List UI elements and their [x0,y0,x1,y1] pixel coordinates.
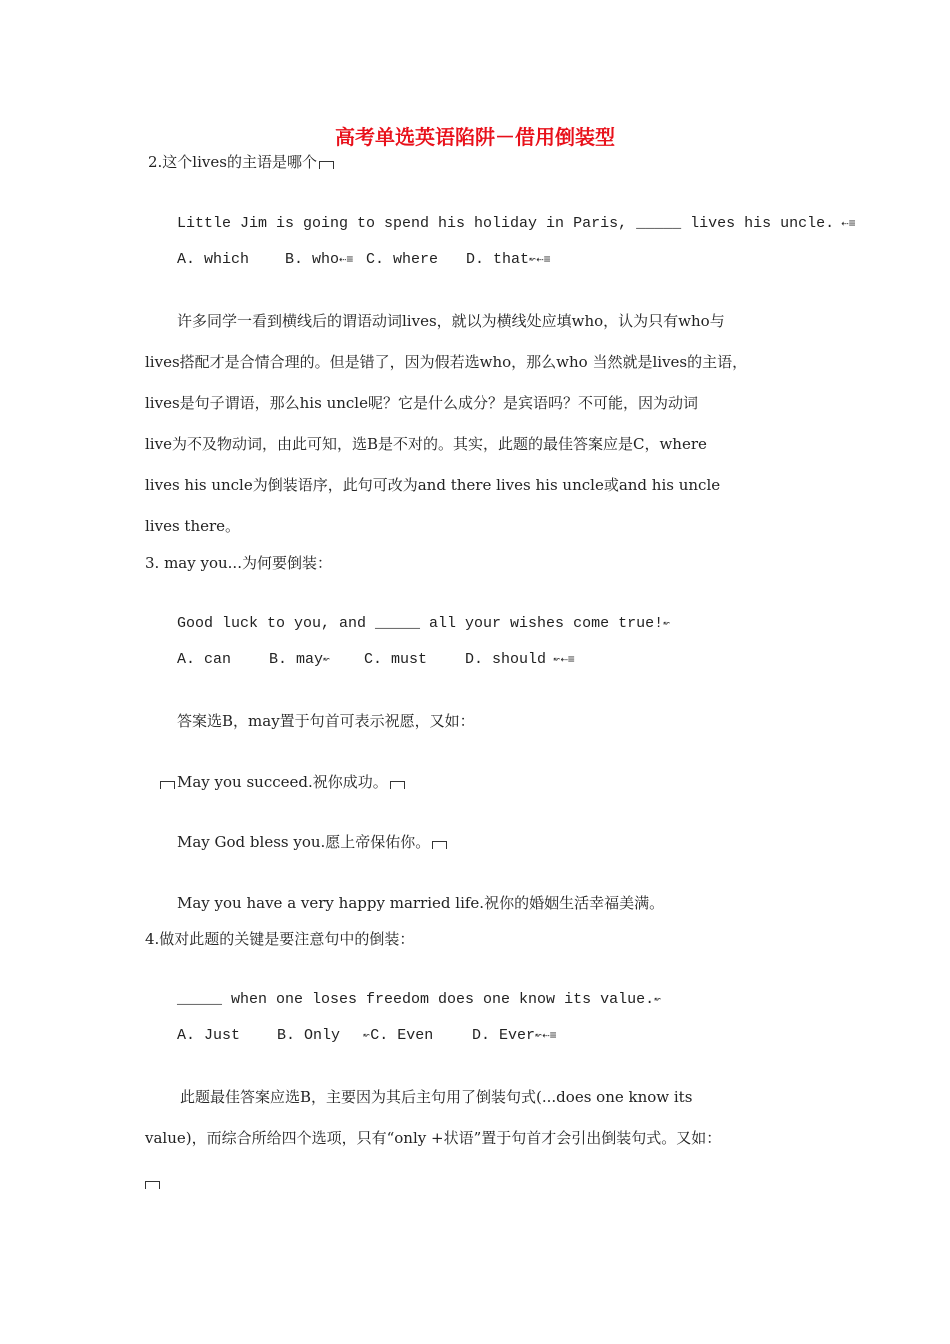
swirl-icon: ↜⇠≡ [535,1029,557,1043]
q2-explanation-6: lives there。 [145,517,241,535]
swirl-icon: ↜ [663,617,671,631]
q3-option-b: B. may [269,651,324,668]
line-break-icon: ⇠≡ [339,253,354,267]
q4-option-d: D. Ever [472,1027,536,1044]
paragraph-mark-icon [319,161,334,169]
q3-explanation: 答案选B，may置于句首可表示祝愿，又如： [177,712,475,730]
q3-example-2-line [177,832,447,852]
q4-option-c: C. Even [370,1027,434,1044]
swirl-icon: ↜ [654,993,662,1007]
q4-heading: 4.做对此题的关键是要注意句中的倒装： [145,930,415,948]
q4-option-b: B. Only [277,1027,341,1044]
q3-question-line [177,614,670,634]
q3-option-a: A. can [177,651,232,668]
page-title: 高考单选英语陷阱－借用倒装型 [335,125,615,149]
swirl-icon: ↜⇠≡ [529,253,551,267]
q3-example-2: May God bless you.愿上帝保佑你。 [177,833,431,851]
q3-option-b-line [269,650,330,670]
q3-option-d-line [465,650,575,670]
q3-option-c: C. must [364,651,428,668]
q2-option-d-line [466,250,551,270]
q2-explanation-3: lives是句子谓语，那么his uncle呢？它是什么成分？是宾语吗？不可能，因为动词 [145,394,698,412]
q4-option-d-line [472,1026,557,1046]
q2-option-b-line [285,250,353,270]
q2-heading-line [148,152,334,172]
q2-question-line [177,214,856,234]
swirl-icon: ↜ [363,1029,371,1043]
q4-option-a: A. Just [177,1027,241,1044]
q2-explanation-1: 许多同学一看到横线后的谓语动词lives，就以为横线处应填who，认为只有who与 [177,312,725,330]
q3-example-1: May you succeed.祝你成功。 [177,773,388,791]
q4-question: _____ when one loses freedom does one know its value. [177,991,655,1008]
q4-option-c-line [363,1026,433,1046]
q4-explanation-2: value)，而综合所给四个选项，只有“only +状语”置于句首才会引出倒装句式。又如： [145,1129,722,1147]
swirl-icon: ↜⇠≡ [546,653,575,667]
q2-heading: 2.这个lives的主语是哪个 [148,153,317,171]
q2-option-d: D. that [466,251,530,268]
paragraph-mark-icon [390,781,405,789]
trailing-mark-line [145,1172,160,1192]
q2-option-c: C. where [366,251,439,268]
q2-option-b: B. who [285,251,340,268]
q3-option-d: D. should [465,651,547,668]
q2-option-a: A. which [177,251,250,268]
q2-explanation-4: live为不及物动词，由此可知，选B是不对的。其实，此题的最佳答案应是C，where [145,435,707,453]
q3-question: Good luck to you, and _____ all your wishes come true! [177,615,664,632]
paragraph-mark-icon [145,1181,160,1189]
q4-explanation-1: 此题最佳答案应选B，主要因为其后主句用了倒装句式(...does one know its [180,1088,693,1106]
q2-explanation-2: lives搭配才是合情合理的。但是错了，因为假若选who，那么who 当然就是lives的主语， [145,353,748,371]
q3-example-1-line [160,772,405,792]
q2-explanation-5: lives his uncle为倒装语序，此句可改为and there lives his uncle或and his uncle [145,476,721,494]
q4-question-line [177,990,661,1010]
q3-heading: 3. may you...为何要倒装： [145,554,332,572]
q3-example-3: May you have a very happy married life.祝你的婚姻生活幸福美满。 [177,894,665,912]
q2-question: Little Jim is going to spend his holiday in Paris, _____ lives his uncle. [177,215,835,232]
line-break-icon: ⇠≡ [834,217,856,231]
paragraph-mark-icon [160,781,175,789]
paragraph-mark-icon [432,841,447,849]
swirl-icon: ↜ [323,653,331,667]
